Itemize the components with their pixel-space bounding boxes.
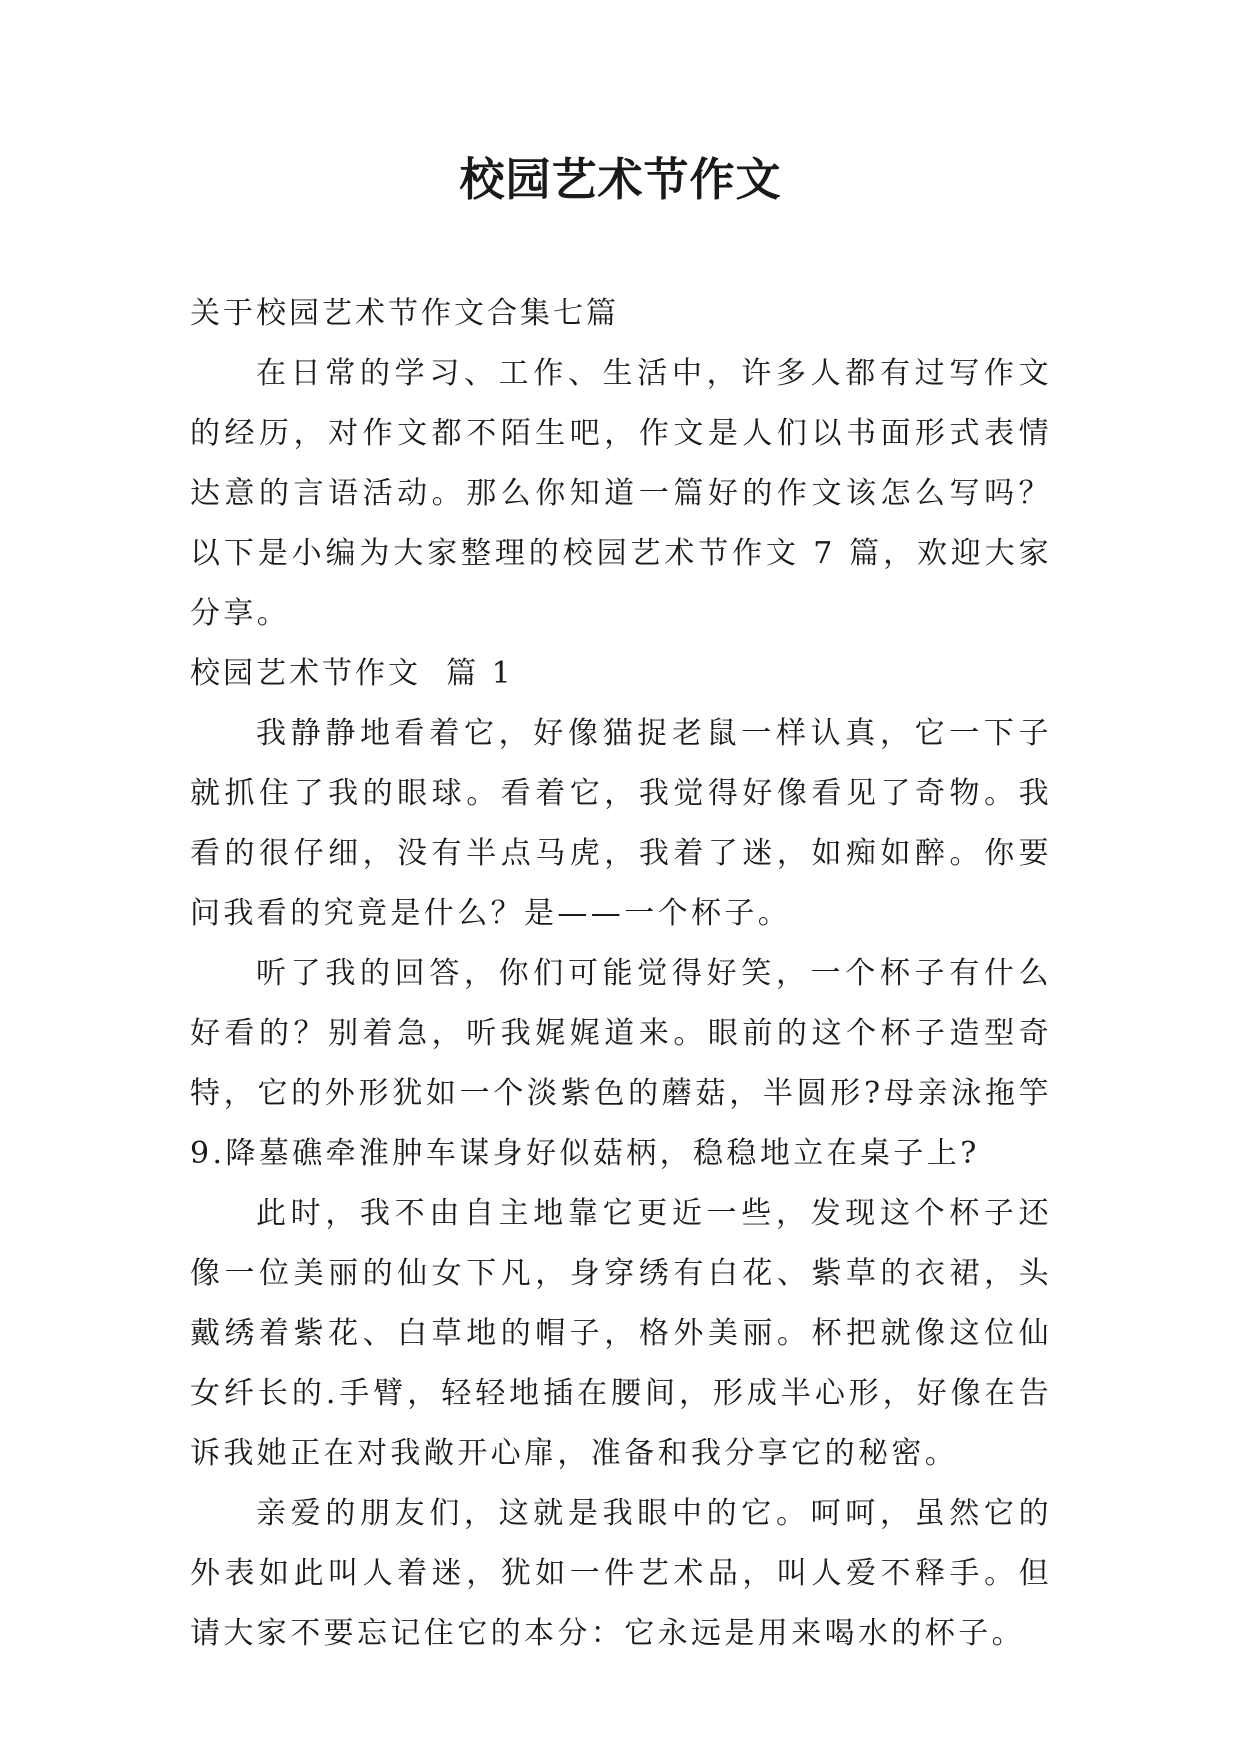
body-paragraph-1: 我静静地看着它，好像猫捉老鼠一样认真，它一下子就抓住了我的眼球。看着它，我觉得好像看见了奇物。我看的很仔细，没有半点马虎，我着了迷，如痴如醉。你要问我看的究竟是什么？是——一个杯子。	[190, 716, 1052, 931]
document-body	[190, 284, 1052, 1664]
section-heading: 校园艺术节作文 篇 1	[190, 656, 514, 691]
intro-paragraph: 在日常的学习、工作、生活中，许多人都有过写作文的经历，对作文都不陌生吧，作文是人们以书面形式表情达意的言语活动。那么你知道一篇好的作文该怎么写吗？以下是小编为大家整理的校园艺术节作文 7 篇，欢迎大家分享。	[190, 356, 1052, 631]
body-paragraph-3: 此时，我不由自主地靠它更近一些，发现这个杯子还像一位美丽的仙女下凡，身穿绣有白花、紫草的衣裙，头戴绣着紫花、白草地的帽子，格外美丽。杯把就像这位仙女纤长的.手臂，轻轻地插在腰间，形成半心形，好像在告诉我她正在对我敞开心扉，准备和我分享它的秘密。	[190, 1196, 1052, 1471]
body-paragraph-4: 亲爱的朋友们，这就是我眼中的它。呵呵，虽然它的外表如此叫人着迷，犹如一件艺术品，叫人爱不释手。但请大家不要忘记住它的本分：它永远是用来喝水的杯子。	[190, 1496, 1052, 1651]
document-title: 校园艺术节作文	[459, 153, 782, 206]
body-paragraph-2: 听了我的回答，你们可能觉得好笑，一个杯子有什么好看的？别着急，听我娓娓道来。眼前的这个杯子造型奇特，它的外形犹如一个淡紫色的蘑菇，半圆形?母亲泳拖竽 9.降墓礁牵淮肿车谋身好似菇柄，稳稳地立在桌子上?	[190, 956, 1052, 1171]
intro-heading: 关于校园艺术节作文合集七篇	[190, 296, 619, 331]
